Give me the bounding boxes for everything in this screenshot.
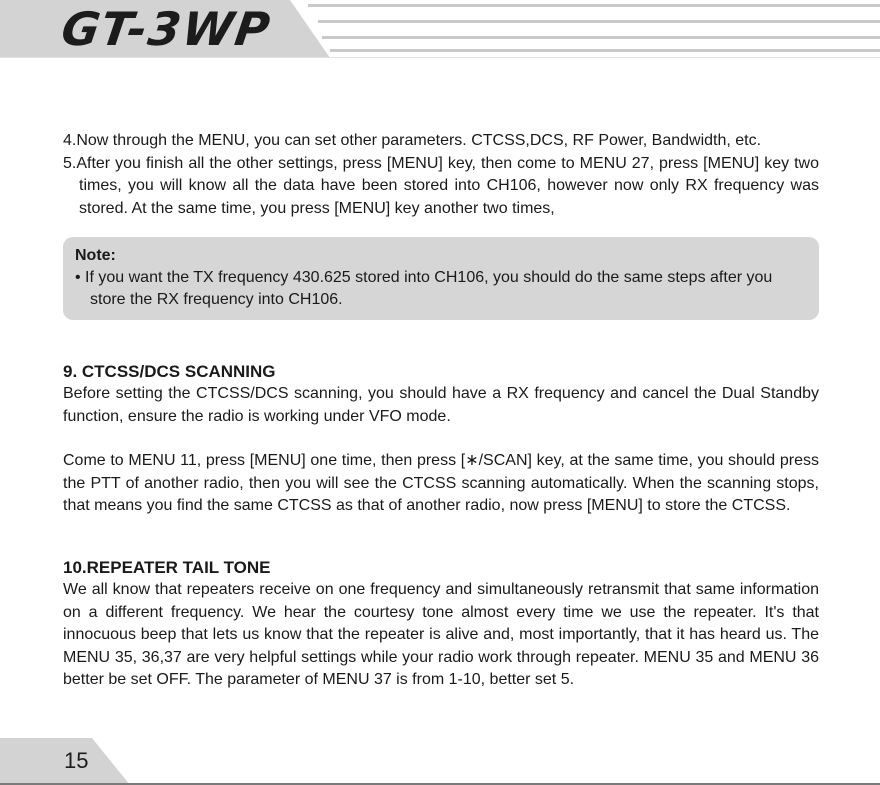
section-repeater-tail-tone [63,557,819,692]
section-title: 10.REPEATER TAIL TONE [63,558,271,577]
step-4: 4.Now through the MENU, you can set other parameters. CTCSS,DCS, RF Power, Bandwidth, etc. [63,132,762,149]
header-stripe [318,20,880,23]
step-5: 5.After you finish all the other settings, press [MENU] key, then come to MENU 27, press [MENU] key two times, you will know all the data have been stored into CH106, however now only RX frequency was stored. At the same time, you press [MENU] key another two times, [63,154,819,217]
paragraph: Come to MENU 11, press [MENU] one time, then press [∗/SCAN] key, at the same time, you should press the PTT of another radio, then you will see the CTCSS scanning automatically. When the scanning stops, that means you find the same CTCSS as that of another radio, now press [MENU] to store the CTCSS. [63,452,819,514]
brand-title: GT-3WP [58,2,275,56]
steps-block [63,130,819,220]
paragraph: We all know that repeaters receive on one frequency and simultaneously retransmit that same information on a different frequency. We hear the courtesy tone almost every time we use the repeater. It's that innocuous beep that lets us know that the repeater is alive and, most importantly, that it has heard us. The MENU 35, 36,37 are very helpful settings while your radio work through repeater. MENU 35 and MENU 36 better be set OFF. The parameter of MENU 37 is from 1-10, better set 5. [63,581,819,688]
header-stripe [308,4,880,7]
note-title: Note: [75,247,116,264]
page-number: 15 [64,748,89,773]
note-text: • If you want the TX frequency 430.625 stored into CH106, you should do the same steps after you store the RX frequency into CH106. [75,269,773,308]
paragraph: Before setting the CTCSS/DCS scanning, you should have a RX frequency and cancel the Dual Standby function, ensure the radio is working under VFO mode. [63,385,819,425]
section-ctcss-dcs-scanning [63,361,819,518]
header-stripe [322,36,880,39]
page-header [0,0,880,60]
header-rule [0,57,880,58]
note-box [63,237,819,320]
section-title: 9. CTCSS/DCS SCANNING [63,362,276,381]
header-stripe [330,49,880,52]
